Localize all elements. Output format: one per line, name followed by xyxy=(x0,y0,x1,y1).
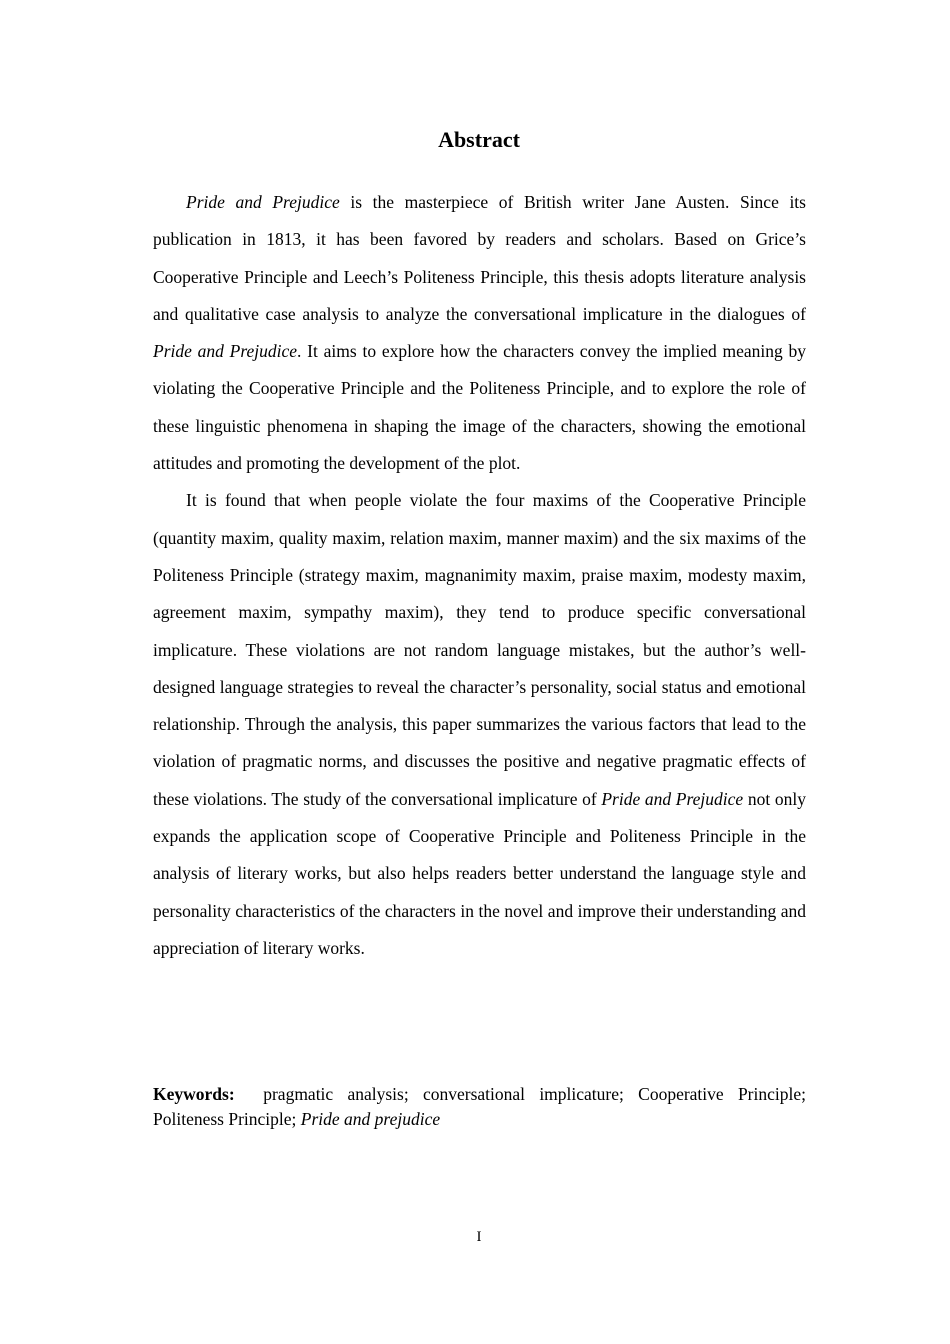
paragraph-text: not only expands the application scope of Cooperative Principle and Politeness Principle in the analysis of literary works, but also helps readers better understand the language style and personality characteristics of the characters in the novel and improve their understanding and appreciation of literary works. xyxy=(153,788,806,958)
keywords-last-term: Pride and prejudice xyxy=(300,1109,441,1129)
paragraph-text: is the masterpiece of British writer Jane Austen. Since its publication in 1813, it has been favored by readers and scholars. Based on Grice’s Cooperative Principle and Leech’s Politeness Principle, this thesis adopts literature analysis and qualitative case analysis to analyze the conversational implicature in the dialogues of xyxy=(153,192,806,324)
keywords-terms: pragmatic analysis; conversational implicature; Cooperative Principle; Politeness Principle; xyxy=(153,1084,806,1129)
abstract-paragraph-1 xyxy=(153,184,806,482)
paragraph-text: . It aims to explore how the characters convey the implied meaning by violating the Cooperative Principle and the Politeness Principle, and to explore the role of these linguistic phenomena in shaping the image of the characters, showing the emotional attitudes and promoting the development of the plot. xyxy=(153,341,806,474)
book-title: Pride and Prejudice xyxy=(601,788,744,809)
paragraph-text: It is found that when people violate the four maxims of the Cooperative Principle (quantity maxim, quality maxim, relation maxim, manner maxim) and the six maxims of the Politeness Principle (strategy maxim, magnanimity maxim, praise maxim, modesty maxim, agreement maxim, sympathy maxim), they tend to produce specific conversational implicature. These violations are not random language mistakes, but the author’s well-designed language strategies to reveal the character’s personality, social status and emotional relationship. Through the analysis, this paper summarizes the various factors that lead to the violation of pragmatic norms, and discusses the positive and negative pragmatic effects of these violations. The study of the conversational implicature of xyxy=(153,490,806,809)
book-title: Pride and Prejudice xyxy=(186,192,340,212)
abstract-title: Abstract xyxy=(438,127,520,152)
abstract-paragraph-2 xyxy=(153,482,806,967)
abstract-body xyxy=(153,184,806,967)
keywords-line xyxy=(153,1082,806,1132)
book-title: Pride and Prejudice xyxy=(153,341,298,362)
page-number: I xyxy=(476,1229,482,1245)
keywords-label: Keywords: xyxy=(153,1084,235,1104)
